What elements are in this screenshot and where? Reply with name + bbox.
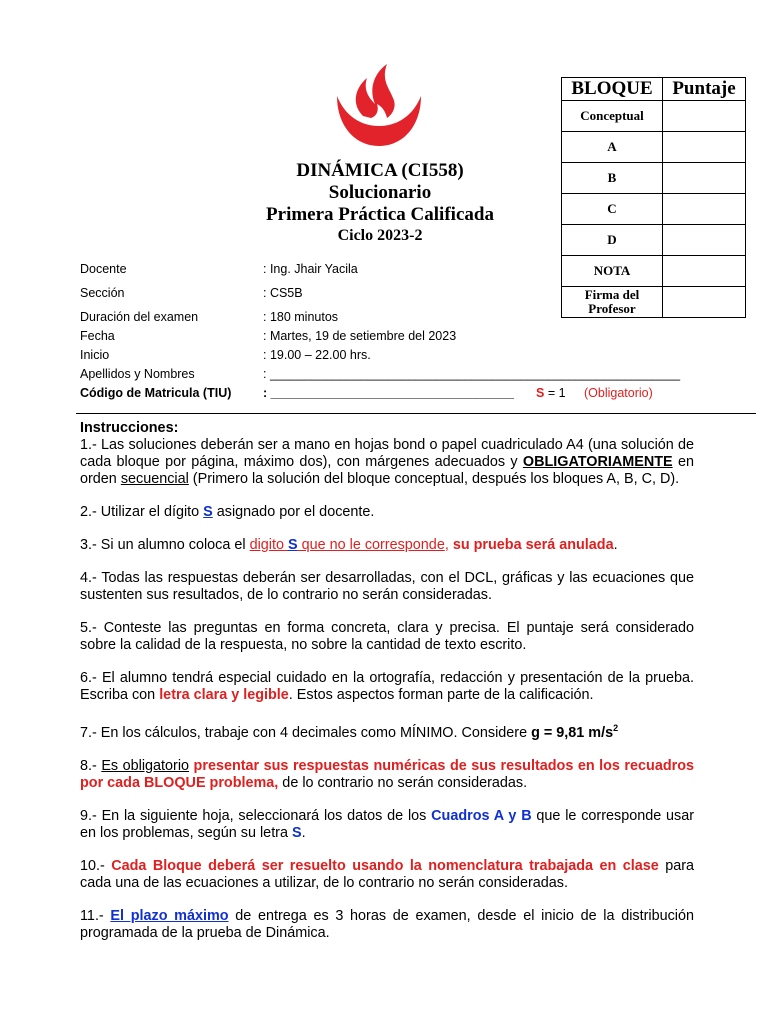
row-label: D [562, 225, 663, 256]
instruction-6: 6.- El alumno tendrá especial cuidado en la ortografía, redacción y presentación de la prueba. Escriba con letra clara y legible. Estos aspectos forman parte de la calificación. [80, 670, 694, 703]
score-cell[interactable] [663, 194, 746, 225]
doc-subtitle: Solucionario [328, 182, 432, 203]
instruction-5: 5.- Conteste las preguntas en forma concreta, clara y precisa. El puntaje será considerado sobre la calidad de la respuesta, no sobre la cantidad de texto escrito. [80, 620, 694, 653]
instructions-heading: Instrucciones: [80, 420, 179, 436]
cycle-label: Ciclo 2023-2 [337, 227, 423, 244]
obligatorio-label: (Obligatorio) [584, 386, 653, 400]
row-label: NOTA [562, 256, 663, 287]
title-block [200, 160, 560, 246]
instruction-7: 7.- En los cálculos, trabaje con 4 decimales como MÍNIMO. Considere g = 9,81 $m/s^2$ [80, 723, 619, 741]
col-puntaje-header: Puntaje [663, 78, 746, 101]
instruction-3: 3.- Si un alumno coloca el digito S que no le corresponde, su prueba será anulada. [80, 537, 618, 553]
score-cell[interactable] [663, 132, 746, 163]
exam-title: Primera Práctica Calificada [266, 204, 494, 225]
code-field[interactable]: : ___________________________________ [263, 386, 514, 400]
instruction-2: 2.- Utilizar el dígito S asignado por el docente. [80, 504, 375, 520]
row-label: A [562, 132, 663, 163]
score-cell[interactable] [663, 101, 746, 132]
instruction-9: 9.- En la siguiente hoja, seleccionará los datos de los Cuadros A y B que le corresponde usar en los problemas, según su letra S. [80, 807, 695, 841]
firma-label: Firma del Profesor [562, 287, 663, 318]
instruction-4: 4.- Todas las respuestas deberán ser desarrolladas, con el DCL, gráficas y las ecuaciones que sustenten sus resultados, de lo contrario no serán consideradas. [80, 570, 694, 603]
instruction-11: 11.- El plazo máximo de entrega es 3 horas de examen, desde el inicio de la distribución programada de la prueba de Dinámica. [80, 907, 694, 941]
instruction-10: 10.- Cada Bloque deberá ser resuelto usando la nomenclatura trabajada en clase para cada una de las ecuaciones a utilizar, de lo contrario no serán consideradas. [80, 857, 694, 891]
instructions [80, 420, 694, 958]
instruction-1: 1.- Las soluciones deberán ser a mano en hojas bond o papel cuadriculado A4 (una solución de cada bloque por página, máximo dos), con márgenes adecuados y OBLIGATORIAMENTE en orden secuencial (Primero la solución del bloque conceptual, después los bloques A, B, C, D). [80, 437, 694, 487]
score-cell[interactable] [663, 225, 746, 256]
row-label: C [562, 194, 663, 225]
row-label: B [562, 163, 663, 194]
name-field[interactable]: : ___________________________________________________________ [263, 367, 681, 381]
exam-info: Docente : Ing. Jhair Yacila Sección : CS5B Duración del examen : 180 minutos Fecha : Martes, 19 de setiembre del 2023 Inicio : 19.00 – 22.00 hrs. Apellidos y Nombres : ___________________________________________________________ Código de Matricula (TIU) : ___________________________________ S = 1 (Obligatorio) [80, 260, 720, 403]
instruction-8: 8.- Es obligatorio presentar sus respuestas numéricas de sus resultados en los recuadros por cada BLOQUE problema, de lo contrario no serán consideradas. [80, 757, 695, 791]
university-logo [333, 60, 425, 148]
score-cell[interactable] [663, 163, 746, 194]
divider [76, 413, 756, 414]
s-assignment: S = 1 [536, 386, 566, 400]
row-label: Conceptual [562, 101, 663, 132]
course-title: DINÁMICA (CI558) [296, 160, 464, 181]
col-bloque-header: BLOQUE [562, 78, 663, 101]
